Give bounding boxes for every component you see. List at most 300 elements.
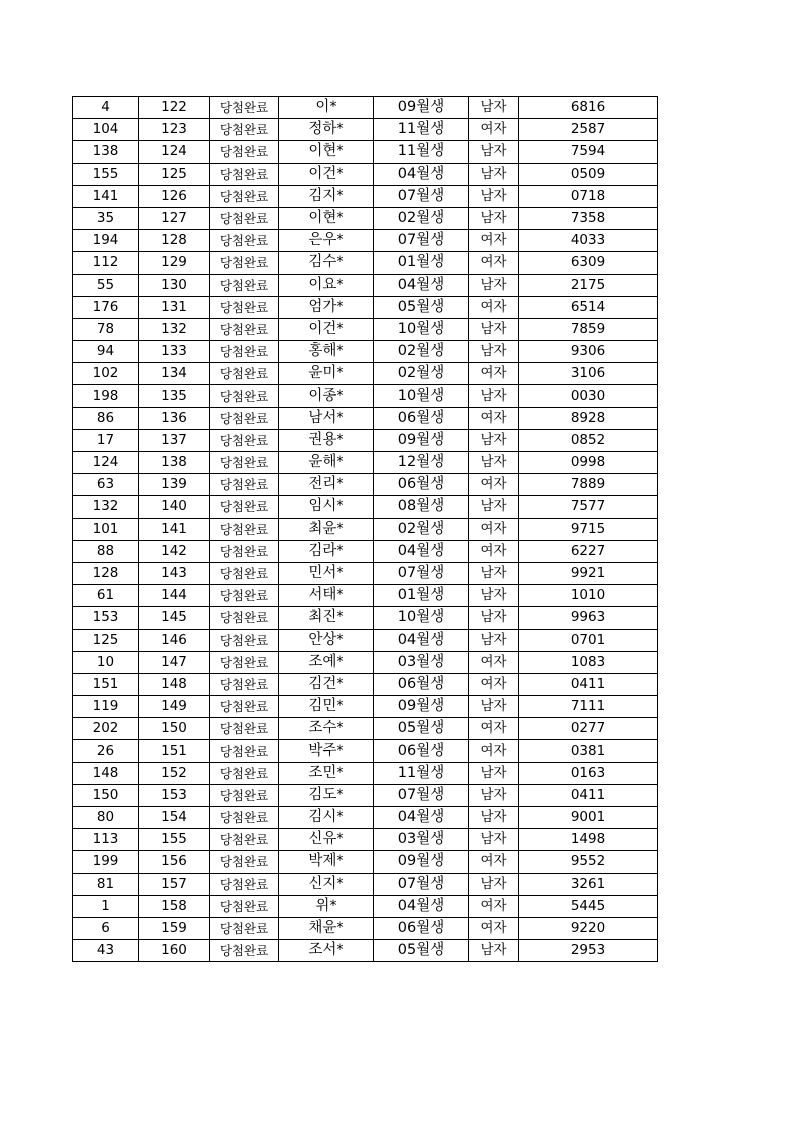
code-cell: 2175 (519, 274, 658, 296)
birth-month-cell: 07월생 (374, 873, 469, 895)
table-row (73, 163, 658, 185)
status-cell: 당첨완료 (210, 163, 279, 185)
status-cell: 당첨완료 (210, 230, 279, 252)
entry-number-cell: 128 (73, 562, 139, 584)
birth-month-cell: 07월생 (374, 230, 469, 252)
table-row (73, 452, 658, 474)
code-cell: 9220 (519, 917, 658, 939)
gender-cell: 남자 (469, 762, 519, 784)
sequence-number-cell: 129 (139, 252, 210, 274)
code-cell: 7594 (519, 141, 658, 163)
status-cell: 당첨완료 (210, 119, 279, 141)
name-cell: 엄가* (279, 296, 374, 318)
code-cell: 9963 (519, 607, 658, 629)
sequence-number-cell: 146 (139, 629, 210, 651)
entry-number-cell: 10 (73, 651, 139, 673)
sequence-number-cell: 155 (139, 829, 210, 851)
status-cell: 당첨완료 (210, 851, 279, 873)
sequence-number-cell: 139 (139, 474, 210, 496)
entry-number-cell: 176 (73, 296, 139, 318)
status-cell: 당첨완료 (210, 917, 279, 939)
gender-cell: 남자 (469, 784, 519, 806)
entry-number-cell: 113 (73, 829, 139, 851)
birth-month-cell: 08월생 (374, 496, 469, 518)
table-row (73, 607, 658, 629)
code-cell: 1010 (519, 585, 658, 607)
name-cell: 김수* (279, 252, 374, 274)
sequence-number-cell: 128 (139, 230, 210, 252)
code-cell: 6309 (519, 252, 658, 274)
name-cell: 김도* (279, 784, 374, 806)
entry-number-cell: 198 (73, 385, 139, 407)
name-cell: 조수* (279, 718, 374, 740)
status-cell: 당첨완료 (210, 296, 279, 318)
gender-cell: 여자 (469, 895, 519, 917)
status-cell: 당첨완료 (210, 895, 279, 917)
sequence-number-cell: 122 (139, 97, 210, 119)
birth-month-cell: 10월생 (374, 607, 469, 629)
sequence-number-cell: 125 (139, 163, 210, 185)
birth-month-cell: 04월생 (374, 629, 469, 651)
name-cell: 채윤* (279, 917, 374, 939)
name-cell: 윤미* (279, 363, 374, 385)
code-cell: 1083 (519, 651, 658, 673)
table-row (73, 696, 658, 718)
name-cell: 정하* (279, 119, 374, 141)
gender-cell: 여자 (469, 230, 519, 252)
birth-month-cell: 06월생 (374, 474, 469, 496)
entry-number-cell: 78 (73, 318, 139, 340)
birth-month-cell: 07월생 (374, 185, 469, 207)
sequence-number-cell: 153 (139, 784, 210, 806)
entry-number-cell: 6 (73, 917, 139, 939)
table-row (73, 141, 658, 163)
name-cell: 이현* (279, 207, 374, 229)
name-cell: 조예* (279, 651, 374, 673)
code-cell: 6816 (519, 97, 658, 119)
gender-cell: 남자 (469, 873, 519, 895)
gender-cell: 여자 (469, 296, 519, 318)
table-row (73, 474, 658, 496)
gender-cell: 남자 (469, 274, 519, 296)
code-cell: 3261 (519, 873, 658, 895)
name-cell: 김라* (279, 540, 374, 562)
entry-number-cell: 202 (73, 718, 139, 740)
entry-number-cell: 153 (73, 607, 139, 629)
table-row (73, 429, 658, 451)
entry-number-cell: 119 (73, 696, 139, 718)
table-row (73, 829, 658, 851)
table-row (73, 740, 658, 762)
gender-cell: 남자 (469, 585, 519, 607)
birth-month-cell: 06월생 (374, 407, 469, 429)
entry-number-cell: 55 (73, 274, 139, 296)
birth-month-cell: 11월생 (374, 141, 469, 163)
entry-number-cell: 4 (73, 97, 139, 119)
code-cell: 7111 (519, 696, 658, 718)
name-cell: 위* (279, 895, 374, 917)
birth-month-cell: 09월생 (374, 97, 469, 119)
name-cell: 이현* (279, 141, 374, 163)
birth-month-cell: 04월생 (374, 895, 469, 917)
status-cell: 당첨완료 (210, 829, 279, 851)
gender-cell: 여자 (469, 518, 519, 540)
sequence-number-cell: 158 (139, 895, 210, 917)
birth-month-cell: 05월생 (374, 718, 469, 740)
name-cell: 신지* (279, 873, 374, 895)
birth-month-cell: 05월생 (374, 296, 469, 318)
name-cell: 김시* (279, 807, 374, 829)
table-row (73, 97, 658, 119)
sequence-number-cell: 135 (139, 385, 210, 407)
gender-cell: 여자 (469, 540, 519, 562)
birth-month-cell: 12월생 (374, 452, 469, 474)
name-cell: 민서* (279, 562, 374, 584)
gender-cell: 여자 (469, 474, 519, 496)
entry-number-cell: 61 (73, 585, 139, 607)
birth-month-cell: 10월생 (374, 318, 469, 340)
birth-month-cell: 09월생 (374, 851, 469, 873)
sequence-number-cell: 157 (139, 873, 210, 895)
table-row (73, 629, 658, 651)
table-row (73, 230, 658, 252)
code-cell: 9001 (519, 807, 658, 829)
name-cell: 안상* (279, 629, 374, 651)
gender-cell: 남자 (469, 429, 519, 451)
code-cell: 6227 (519, 540, 658, 562)
status-cell: 당첨완료 (210, 940, 279, 962)
gender-cell: 여자 (469, 407, 519, 429)
entry-number-cell: 101 (73, 518, 139, 540)
gender-cell: 남자 (469, 385, 519, 407)
entry-number-cell: 94 (73, 341, 139, 363)
code-cell: 3106 (519, 363, 658, 385)
sequence-number-cell: 123 (139, 119, 210, 141)
birth-month-cell: 04월생 (374, 807, 469, 829)
code-cell: 9715 (519, 518, 658, 540)
sequence-number-cell: 131 (139, 296, 210, 318)
table-row (73, 673, 658, 695)
name-cell: 김지* (279, 185, 374, 207)
status-cell: 당첨완료 (210, 496, 279, 518)
status-cell: 당첨완료 (210, 607, 279, 629)
status-cell: 당첨완료 (210, 585, 279, 607)
code-cell: 0277 (519, 718, 658, 740)
gender-cell: 남자 (469, 940, 519, 962)
status-cell: 당첨완료 (210, 385, 279, 407)
sequence-number-cell: 154 (139, 807, 210, 829)
status-cell: 당첨완료 (210, 474, 279, 496)
birth-month-cell: 03월생 (374, 651, 469, 673)
gender-cell: 여자 (469, 252, 519, 274)
sequence-number-cell: 144 (139, 585, 210, 607)
gender-cell: 남자 (469, 607, 519, 629)
birth-month-cell: 11월생 (374, 762, 469, 784)
entry-number-cell: 141 (73, 185, 139, 207)
gender-cell: 남자 (469, 207, 519, 229)
birth-month-cell: 09월생 (374, 696, 469, 718)
name-cell: 김건* (279, 673, 374, 695)
name-cell: 박제* (279, 851, 374, 873)
code-cell: 6514 (519, 296, 658, 318)
entry-number-cell: 86 (73, 407, 139, 429)
gender-cell: 여자 (469, 363, 519, 385)
entry-number-cell: 104 (73, 119, 139, 141)
code-cell: 0411 (519, 673, 658, 695)
table-row (73, 407, 658, 429)
sequence-number-cell: 156 (139, 851, 210, 873)
code-cell: 0701 (519, 629, 658, 651)
gender-cell: 남자 (469, 496, 519, 518)
gender-cell: 여자 (469, 651, 519, 673)
sequence-number-cell: 133 (139, 341, 210, 363)
entry-number-cell: 102 (73, 363, 139, 385)
name-cell: 은우* (279, 230, 374, 252)
gender-cell: 여자 (469, 119, 519, 141)
table-row (73, 585, 658, 607)
gender-cell: 여자 (469, 917, 519, 939)
table-row (73, 917, 658, 939)
name-cell: 조서* (279, 940, 374, 962)
gender-cell: 남자 (469, 629, 519, 651)
birth-month-cell: 04월생 (374, 274, 469, 296)
sequence-number-cell: 126 (139, 185, 210, 207)
birth-month-cell: 02월생 (374, 363, 469, 385)
table-row (73, 252, 658, 274)
sequence-number-cell: 132 (139, 318, 210, 340)
status-cell: 당첨완료 (210, 740, 279, 762)
sequence-number-cell: 148 (139, 673, 210, 695)
name-cell: 홍해* (279, 341, 374, 363)
table-row (73, 540, 658, 562)
code-cell: 7859 (519, 318, 658, 340)
birth-month-cell: 01월생 (374, 252, 469, 274)
entry-number-cell: 17 (73, 429, 139, 451)
table-row (73, 762, 658, 784)
table-row (73, 318, 658, 340)
gender-cell: 남자 (469, 163, 519, 185)
code-cell: 9552 (519, 851, 658, 873)
code-cell: 5445 (519, 895, 658, 917)
status-cell: 당첨완료 (210, 718, 279, 740)
birth-month-cell: 02월생 (374, 341, 469, 363)
birth-month-cell: 04월생 (374, 163, 469, 185)
name-cell: 윤해* (279, 452, 374, 474)
sequence-number-cell: 130 (139, 274, 210, 296)
status-cell: 당첨완료 (210, 562, 279, 584)
entry-number-cell: 155 (73, 163, 139, 185)
status-cell: 당첨완료 (210, 673, 279, 695)
name-cell: 이건* (279, 163, 374, 185)
sequence-number-cell: 152 (139, 762, 210, 784)
name-cell: 전리* (279, 474, 374, 496)
code-cell: 1498 (519, 829, 658, 851)
code-cell: 0718 (519, 185, 658, 207)
birth-month-cell: 05월생 (374, 940, 469, 962)
birth-month-cell: 02월생 (374, 518, 469, 540)
name-cell: 이요* (279, 274, 374, 296)
gender-cell: 남자 (469, 452, 519, 474)
code-cell: 2587 (519, 119, 658, 141)
entry-number-cell: 150 (73, 784, 139, 806)
gender-cell: 남자 (469, 185, 519, 207)
entry-number-cell: 132 (73, 496, 139, 518)
gender-cell: 여자 (469, 851, 519, 873)
status-cell: 당첨완료 (210, 185, 279, 207)
gender-cell: 남자 (469, 318, 519, 340)
gender-cell: 남자 (469, 141, 519, 163)
status-cell: 당첨완료 (210, 97, 279, 119)
sequence-number-cell: 159 (139, 917, 210, 939)
code-cell: 9306 (519, 341, 658, 363)
status-cell: 당첨완료 (210, 207, 279, 229)
code-cell: 0030 (519, 385, 658, 407)
sequence-number-cell: 142 (139, 540, 210, 562)
name-cell: 권용* (279, 429, 374, 451)
status-cell: 당첨완료 (210, 341, 279, 363)
birth-month-cell: 03월생 (374, 829, 469, 851)
status-cell: 당첨완료 (210, 651, 279, 673)
code-cell: 2953 (519, 940, 658, 962)
sequence-number-cell: 141 (139, 518, 210, 540)
status-cell: 당첨완료 (210, 807, 279, 829)
code-cell: 9921 (519, 562, 658, 584)
sequence-number-cell: 124 (139, 141, 210, 163)
entry-number-cell: 26 (73, 740, 139, 762)
code-cell: 0411 (519, 784, 658, 806)
status-cell: 당첨완료 (210, 518, 279, 540)
entry-number-cell: 35 (73, 207, 139, 229)
gender-cell: 남자 (469, 97, 519, 119)
name-cell: 이종* (279, 385, 374, 407)
table-row (73, 363, 658, 385)
status-cell: 당첨완료 (210, 784, 279, 806)
table-row (73, 895, 658, 917)
table-row (73, 718, 658, 740)
name-cell: 임시* (279, 496, 374, 518)
table-row (73, 873, 658, 895)
table-row (73, 940, 658, 962)
birth-month-cell: 01월생 (374, 585, 469, 607)
entry-number-cell: 199 (73, 851, 139, 873)
entry-number-cell: 112 (73, 252, 139, 274)
sequence-number-cell: 143 (139, 562, 210, 584)
table-row (73, 807, 658, 829)
birth-month-cell: 10월생 (374, 385, 469, 407)
birth-month-cell: 02월생 (374, 207, 469, 229)
entry-number-cell: 1 (73, 895, 139, 917)
gender-cell: 남자 (469, 341, 519, 363)
name-cell: 서태* (279, 585, 374, 607)
status-cell: 당첨완료 (210, 873, 279, 895)
status-cell: 당첨완료 (210, 407, 279, 429)
code-cell: 0852 (519, 429, 658, 451)
sequence-number-cell: 151 (139, 740, 210, 762)
entry-number-cell: 194 (73, 230, 139, 252)
entry-number-cell: 81 (73, 873, 139, 895)
name-cell: 이건* (279, 318, 374, 340)
status-cell: 당첨완료 (210, 762, 279, 784)
status-cell: 당첨완료 (210, 363, 279, 385)
name-cell: 남서* (279, 407, 374, 429)
entry-number-cell: 80 (73, 807, 139, 829)
entry-number-cell: 124 (73, 452, 139, 474)
table-row (73, 185, 658, 207)
table-row (73, 341, 658, 363)
gender-cell: 남자 (469, 562, 519, 584)
sequence-number-cell: 136 (139, 407, 210, 429)
name-cell: 신유* (279, 829, 374, 851)
status-cell: 당첨완료 (210, 141, 279, 163)
name-cell: 최윤* (279, 518, 374, 540)
table-body (73, 97, 658, 962)
table-row (73, 784, 658, 806)
sequence-number-cell: 138 (139, 452, 210, 474)
code-cell: 8928 (519, 407, 658, 429)
table-row (73, 207, 658, 229)
sequence-number-cell: 145 (139, 607, 210, 629)
gender-cell: 남자 (469, 807, 519, 829)
table-row (73, 119, 658, 141)
birth-month-cell: 04월생 (374, 540, 469, 562)
name-cell: 이* (279, 97, 374, 119)
entry-number-cell: 151 (73, 673, 139, 695)
birth-month-cell: 06월생 (374, 740, 469, 762)
name-cell: 최진* (279, 607, 374, 629)
entry-number-cell: 88 (73, 540, 139, 562)
table-row (73, 274, 658, 296)
name-cell: 조민* (279, 762, 374, 784)
gender-cell: 여자 (469, 718, 519, 740)
table-row (73, 385, 658, 407)
entry-number-cell: 43 (73, 940, 139, 962)
name-cell: 김민* (279, 696, 374, 718)
sequence-number-cell: 137 (139, 429, 210, 451)
status-cell: 당첨완료 (210, 274, 279, 296)
birth-month-cell: 07월생 (374, 784, 469, 806)
entry-number-cell: 138 (73, 141, 139, 163)
sequence-number-cell: 127 (139, 207, 210, 229)
entry-number-cell: 148 (73, 762, 139, 784)
code-cell: 4033 (519, 230, 658, 252)
sequence-number-cell: 150 (139, 718, 210, 740)
status-cell: 당첨완료 (210, 429, 279, 451)
sequence-number-cell: 160 (139, 940, 210, 962)
gender-cell: 남자 (469, 696, 519, 718)
table-row (73, 562, 658, 584)
birth-month-cell: 06월생 (374, 673, 469, 695)
name-cell: 박주* (279, 740, 374, 762)
status-cell: 당첨완료 (210, 452, 279, 474)
gender-cell: 남자 (469, 829, 519, 851)
winner-table (72, 96, 658, 962)
code-cell: 0998 (519, 452, 658, 474)
entry-number-cell: 125 (73, 629, 139, 651)
status-cell: 당첨완료 (210, 318, 279, 340)
table-row (73, 296, 658, 318)
gender-cell: 여자 (469, 740, 519, 762)
birth-month-cell: 09월생 (374, 429, 469, 451)
status-cell: 당첨완료 (210, 696, 279, 718)
sequence-number-cell: 140 (139, 496, 210, 518)
code-cell: 7577 (519, 496, 658, 518)
sequence-number-cell: 134 (139, 363, 210, 385)
status-cell: 당첨완료 (210, 540, 279, 562)
entry-number-cell: 63 (73, 474, 139, 496)
code-cell: 0163 (519, 762, 658, 784)
table-row (73, 851, 658, 873)
birth-month-cell: 06월생 (374, 917, 469, 939)
